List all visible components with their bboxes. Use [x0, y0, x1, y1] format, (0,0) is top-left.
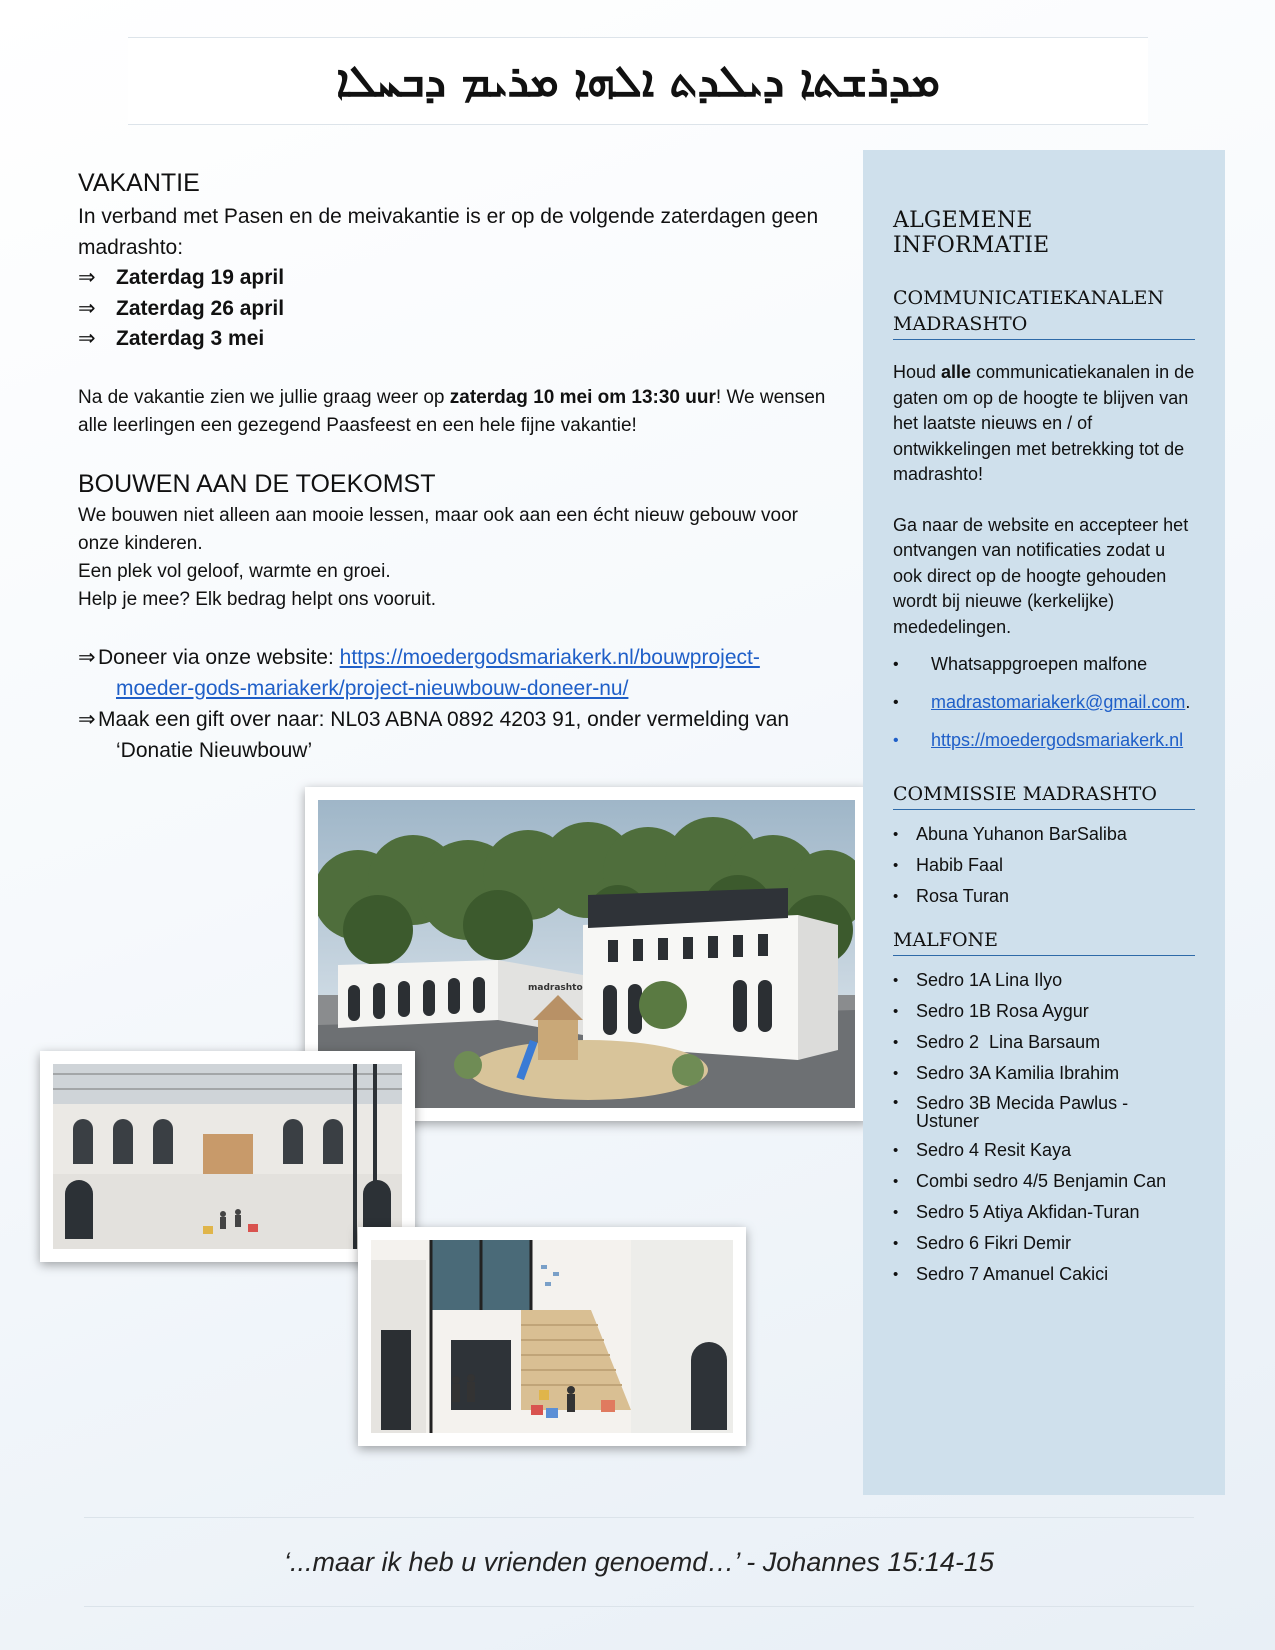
- malfone-entry: Sedro 3B Mecida Pawlus - Ustuner: [916, 1093, 1129, 1131]
- commissie-member: Rosa Turan: [916, 886, 1010, 906]
- list-item: [78, 324, 838, 355]
- bullet-icon: •: [893, 1235, 899, 1252]
- malfone-list: [893, 970, 1195, 1285]
- bouwen-line3: Help je mee? Elk bedrag helpt ons vooruit.: [78, 588, 437, 610]
- list-item: [893, 1063, 1195, 1084]
- website-text: Ga naar de website en accepteer het ontvangen van notificaties zodat u ook direct op de hoogte gehouden wordt bij nieuwe (kerkelijke) mededelingen.: [893, 514, 1189, 637]
- malfone-title: MALFONE: [893, 927, 1195, 956]
- footer-quote-bar: [84, 1517, 1194, 1607]
- header-banner: [128, 37, 1148, 125]
- gift-text: Maak een gift over naar: NL03 ABNA 0892 4203 91, onder vermelding van ‘Donatie Nieuwbouw’: [98, 707, 790, 762]
- malfone-entry: Combi sedro 4/5 Benjamin Can: [916, 1171, 1167, 1191]
- bullet-icon: •: [893, 1142, 899, 1159]
- building-sign: madrashto: [528, 983, 583, 993]
- bullet-icon: •: [893, 656, 899, 673]
- bullet-icon: •: [893, 1173, 899, 1190]
- list-item: [893, 970, 1195, 991]
- comm-title: COMMUNICATIEKANALEN MADRASHTO: [893, 285, 1195, 340]
- malfone-entry: Sedro 2 Lina Barsaum: [916, 1032, 1101, 1052]
- return-post: ! We wensen alle leerlingen een gezegend Paasfeest en een hele fijne vakantie!: [78, 386, 826, 436]
- donate-label: Doneer via onze website:: [98, 645, 340, 669]
- bouwen-line1: We bouwen niet alleen aan mooie lessen, maar ook aan een écht nieuw gebouw voor onze kinderen.: [78, 504, 799, 554]
- sidebar-title: ALGEMENE INFORMATIE: [893, 208, 1050, 258]
- comm-bold: alle: [941, 362, 972, 382]
- arrow-icon: ⇒: [78, 645, 96, 669]
- date-text: Zaterdag 26 april: [116, 296, 285, 320]
- donate-link[interactable]: https://moedergodsmariakerk.nl/bouwproject-moeder-gods-mariakerk/project-nieuwbouw-doneer-nu/: [116, 645, 760, 700]
- malfone-entry: Sedro 1A Lina Ilyo: [916, 970, 1063, 990]
- bullet-icon: •: [893, 1065, 899, 1082]
- bullet-icon: •: [893, 857, 899, 874]
- malfone-entry: Sedro 6 Fikri Demir: [916, 1233, 1072, 1253]
- commissie-list: [893, 824, 1195, 907]
- comm-post: communicatiekanalen in de gaten om op de hoogte te blijven van het laatste nieuws en / of ontwikkelingen met betrekking tot de madrashto!: [893, 362, 1195, 484]
- list-item: [893, 1032, 1195, 1053]
- bullet-icon: •: [893, 1094, 899, 1111]
- arrow-icon: ⇒: [78, 296, 96, 320]
- list-item: [893, 824, 1195, 845]
- list-item: [893, 855, 1195, 876]
- arrow-icon: ⇒: [78, 266, 96, 289]
- date-text: Zaterdag 19 april: [116, 266, 285, 289]
- bullet-icon: •: [893, 1204, 899, 1221]
- list-item: [78, 294, 838, 325]
- return-date: zaterdag 10 mei om 13:30 uur: [449, 386, 716, 408]
- list-item: [893, 690, 1195, 715]
- bullet-icon: •: [893, 732, 899, 749]
- bullet-icon: •: [893, 1266, 899, 1283]
- vakantie-return-text: [78, 384, 838, 440]
- malfone-entry: Sedro 4 Resit Kaya: [916, 1140, 1072, 1160]
- commissie-member: Habib Faal: [916, 855, 1004, 875]
- arrow-icon: ⇒: [78, 707, 96, 731]
- list-item: [893, 728, 1195, 753]
- comm-text: [893, 360, 1195, 488]
- list-item: [893, 1140, 1195, 1161]
- info-sidebar: [863, 150, 1225, 1495]
- bullet-icon: •: [893, 1034, 899, 1051]
- commissie-member: Abuna Yuhanon BarSaliba: [916, 824, 1127, 844]
- comm-pre: Houd: [893, 362, 942, 382]
- list-item: [893, 1001, 1195, 1022]
- channel-email-link[interactable]: madrastomariakerk@gmail.com: [931, 692, 1186, 712]
- list-item: [893, 1202, 1195, 1223]
- vakantie-intro: In verband met Pasen en de meivakantie is er op de volgende zaterdagen geen madrashto:: [78, 205, 819, 259]
- malfone-entry: Sedro 7 Amanuel Cakici: [916, 1264, 1109, 1284]
- donate-website: [78, 642, 838, 704]
- building-interior-stairs-photo: [358, 1227, 746, 1446]
- commissie-title: COMMISSIE MADRASHTO: [893, 781, 1195, 810]
- vakantie-title: VAKANTIE: [78, 169, 200, 197]
- channel-site-link[interactable]: https://moedergodsmariakerk.nl: [931, 730, 1184, 750]
- malfone-entry: Sedro 5 Atiya Akfidan-Turan: [916, 1202, 1140, 1222]
- list-item: [893, 1171, 1195, 1192]
- vakantie-dates: [78, 263, 838, 355]
- channel-list: [893, 652, 1195, 753]
- main-column: [78, 168, 838, 766]
- list-item: [893, 652, 1195, 677]
- date-text: Zaterdag 3 mei: [116, 327, 265, 350]
- return-pre: Na de vakantie zien we jullie graag weer op: [78, 386, 450, 408]
- list-item: [78, 263, 838, 294]
- bouwen-line2: Een plek vol geloof, warmte en groei.: [78, 560, 391, 582]
- channel-email-after: .: [1185, 692, 1191, 712]
- list-item: [893, 1094, 1195, 1130]
- channel-whatsapp: Whatsappgroepen malfone: [931, 654, 1148, 674]
- footer-quote: ‘...maar ik heb u vrienden genoemd…’ - Johannes 15:14-15: [284, 1546, 994, 1577]
- arrow-icon: ⇒: [78, 327, 96, 350]
- bullet-icon: •: [893, 888, 899, 905]
- donate-bank: [78, 704, 838, 766]
- bullet-icon: •: [893, 694, 899, 711]
- malfone-entry: Sedro 3A Kamilia Ibrahim: [916, 1063, 1120, 1083]
- malfone-entry: Sedro 1B Rosa Aygur: [916, 1001, 1089, 1021]
- bullet-icon: •: [893, 972, 899, 989]
- bouwen-title: BOUWEN AAN DE TOEKOMST: [78, 469, 436, 498]
- list-item: [893, 1233, 1195, 1254]
- list-item: [893, 886, 1195, 907]
- bullet-icon: •: [893, 1003, 899, 1020]
- list-item: [893, 1264, 1195, 1285]
- syriac-title: ܡܕܪܫܬܐ ܕܝܠܕܬ ܐܠܗܐ ܡܪܝܡ ܕܒܚܠܐ: [336, 55, 940, 107]
- bullet-icon: •: [893, 826, 899, 843]
